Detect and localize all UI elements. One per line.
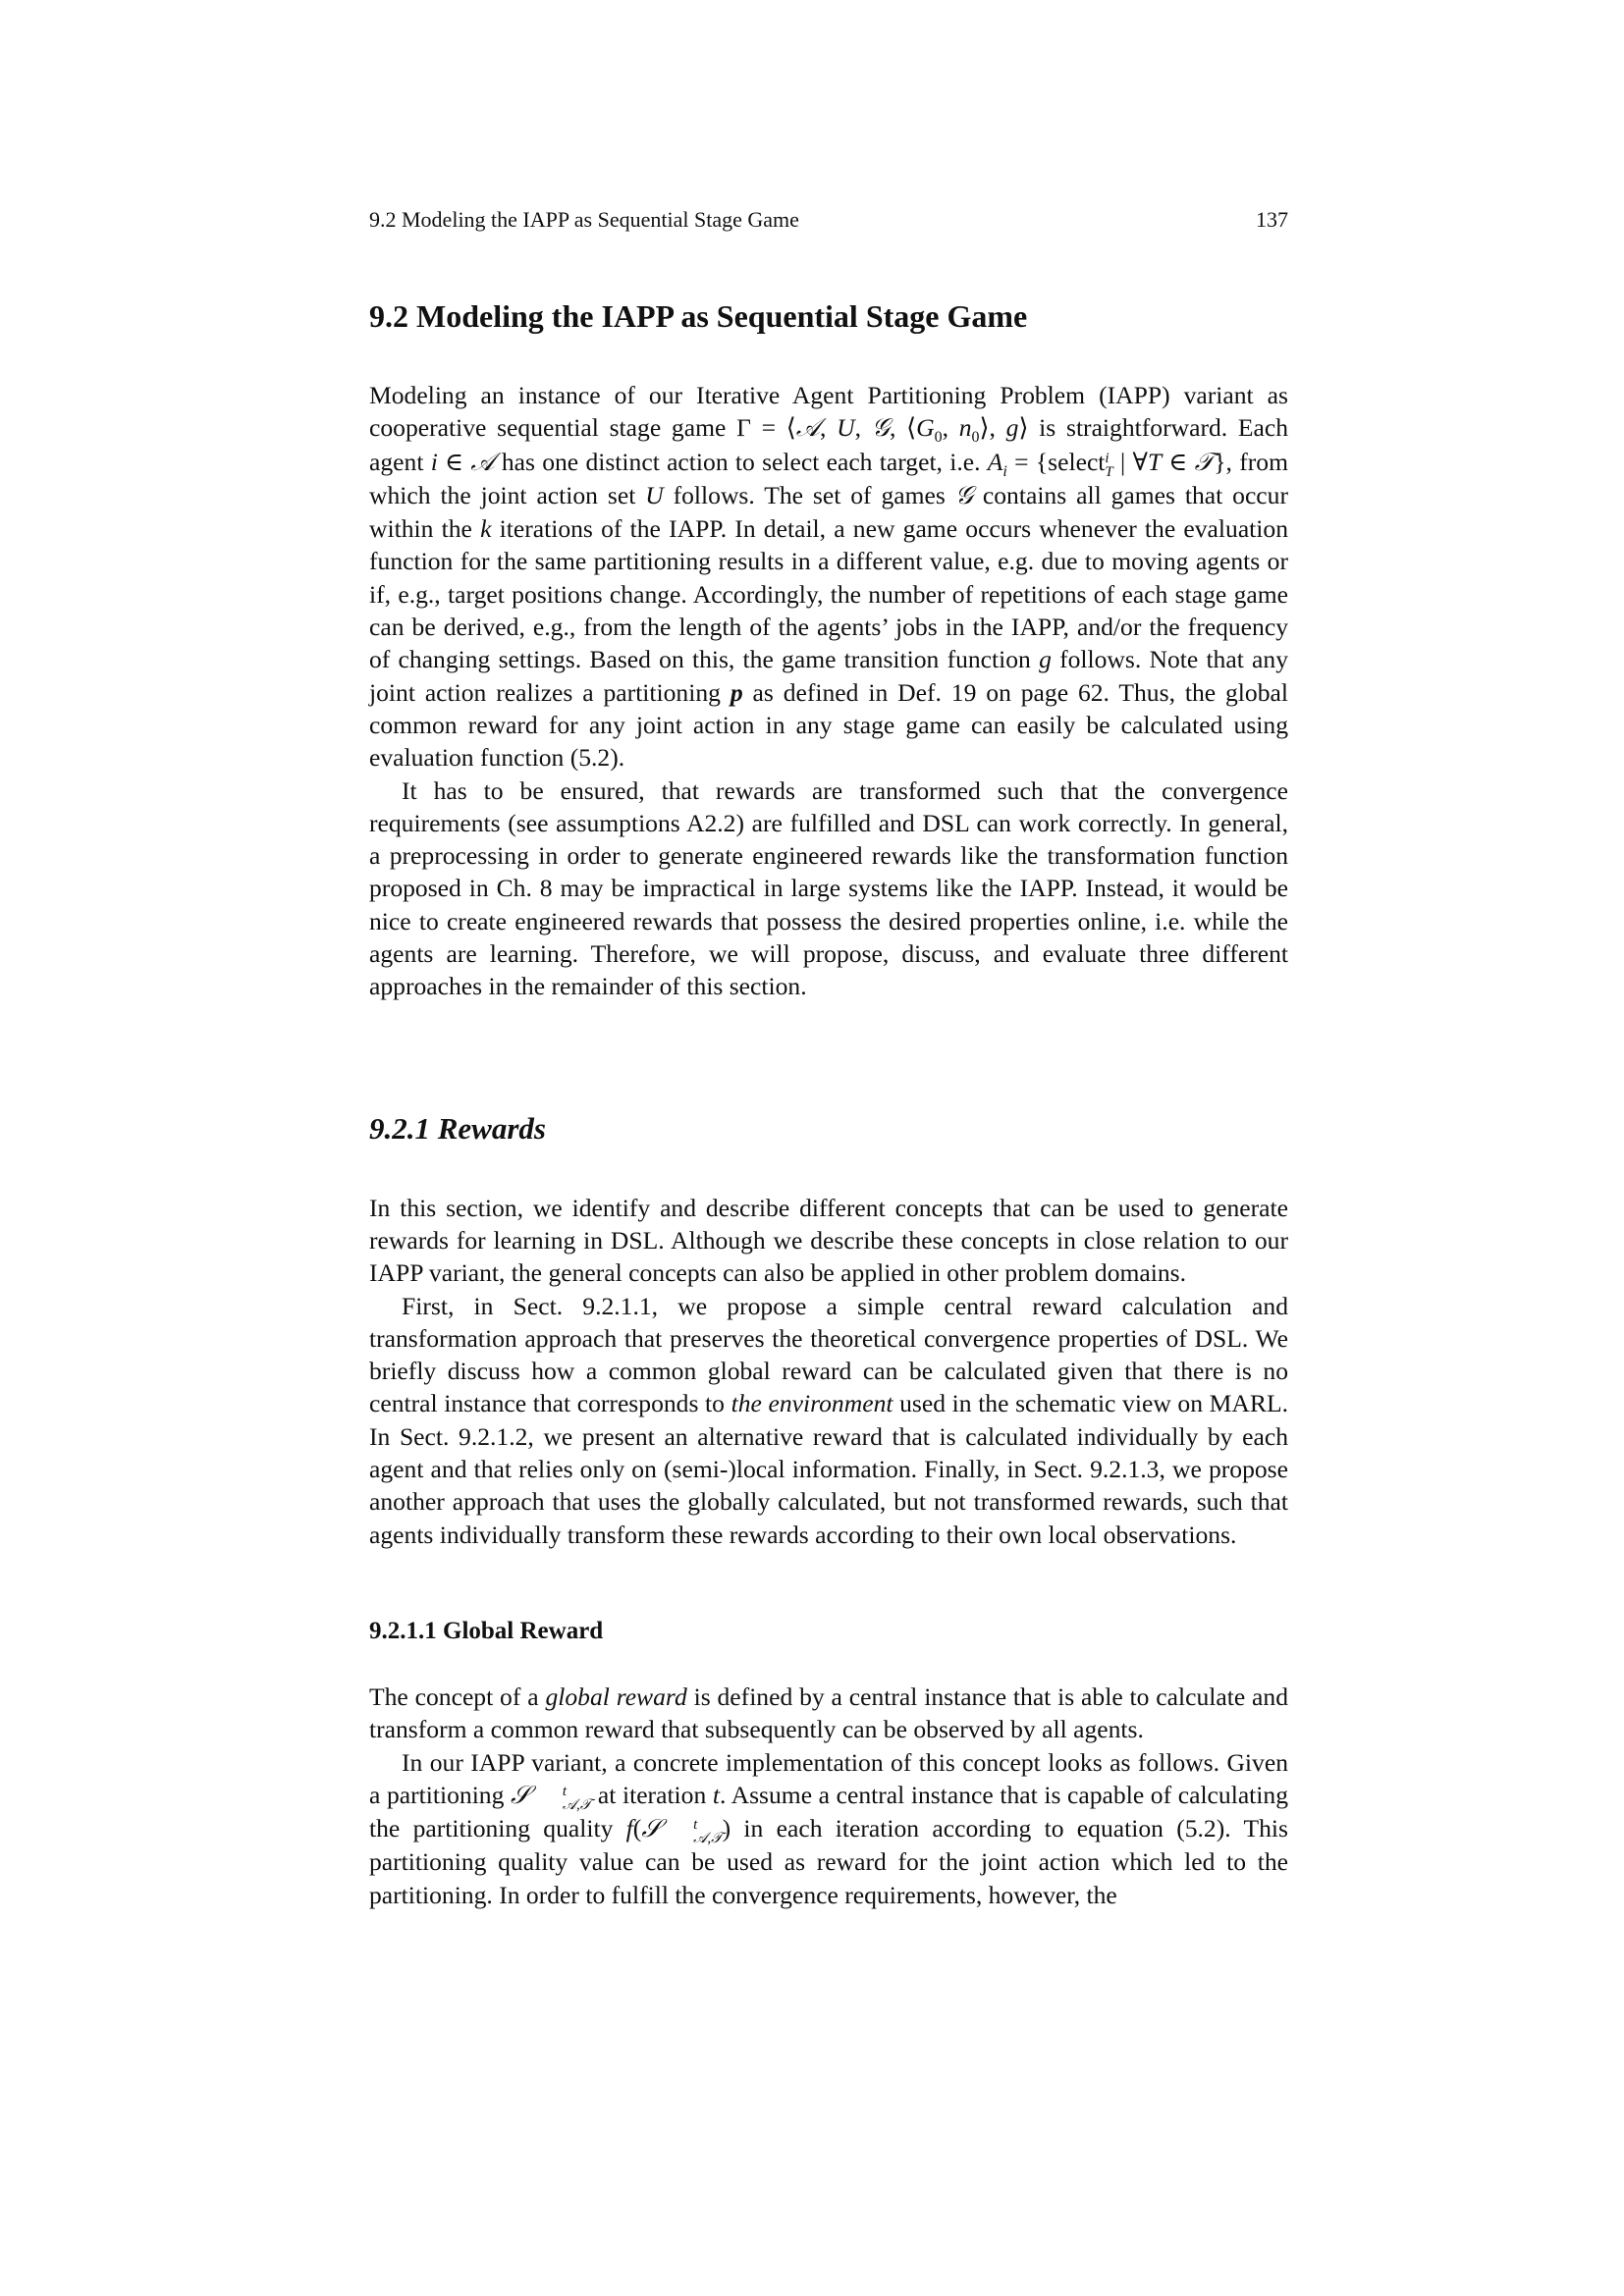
section-heading: 9.2 Modeling the IAPP as Sequential Stage Game [369,298,1028,334]
subsubsection-paragraph-2: In our IAPP variant, a concrete implementation of this concept looks as follows. Given a partitioning 𝒮 t 𝒜,𝒯 at iteration t. Assume a central instance that is capable of calculating the partitioning quality f(𝒮 t 𝒜,𝒯 ) in each iteration according to equation (5.2). This partitioning quality value can be used as reward for the joint action which led to the partitioning. In order to fulfill the convergence requirements, however, the [369,1747,1288,1909]
subsection-paragraph-1: In this section, we identify and describe different concepts that can be used to generate rewards for learning in DSL. Although we describe these concepts in close relation to our IAPP variant, the general concepts can also be applied in other problem domains. [369,1193,1288,1288]
page-number: 137 [1256,207,1288,232]
running-head [369,206,1288,234]
running-title: 9.2 Modeling the IAPP as Sequential Stage Game [369,207,799,232]
subsubsection-paragraph-1: The concept of a global reward is defined by a central instance that is able to calculate and transform a common reward that subsequently can be observed by all agents. [369,1682,1288,1744]
section-paragraph-2: It has to be ensured, that rewards are transformed such that the convergence requirements (see assumptions A2.2) are fulfilled and DSL can work correctly. In general, a preprocessing in order to generate engineered rewards like the transformation function proposed in Ch. 8 may be impractical in large systems like the IAPP. Instead, it would be nice to create engineered rewards that possess the desired properties online, i.e. while the agents are learning. Therefore, we will propose, discuss, and evaluate three different approaches in the remainder of this section. [369,775,1288,1001]
section-paragraph-1: Modeling an instance of our Iterative Agent Partitioning Problem (IAPP) variant as cooperative sequential stage game Γ = ⟨𝒜, U, 𝒢, $⟨G_0$, $n_0⟩$, g⟩ is straightforward. Each agent i ∈ 𝒜 has one distinct action to select each target, i.e. $A_i$ = {select i T | ∀T ∈ 𝒯}, from which the joint action set U follows. The set of games 𝒢 contains all games that occur within the k iterations of the IAPP. In detail, a new game occurs whenever the evaluation function for the same partitioning results in a different value, e.g. due to moving agents or if, e.g., target positions change. Accordingly, the number of repetitions of each stage game can be derived, e.g., from the length of the agents’ jobs in the IAPP, and/or the frequency of changing settings. Based on this, the game transition function g follows. Note that any joint action realizes a partitioning p as defined in Def. 19 on page 62. Thus, the global common reward for any joint action in any stage game can easily be calculated using evaluation function (5.2). [369,381,1289,773]
subsubsection-heading: 9.2.1.1 Global Reward [369,1617,604,1644]
subsection-paragraph-2: First, in Sect. 9.2.1.1, we propose a simple central reward calculation and transformation approach that preserves the theoretical convergence properties of DSL. We briefly discuss how a common global reward can be calculated given that there is no central instance that corresponds to the environment used in the schematic view on MARL. In Sect. 9.2.1.2, we present an alternative reward that is calculated individually by each agent and that relies only on (semi-)local information. Finally, in Sect. 9.2.1.3, we propose another approach that uses the globally calculated, but not transformed rewards, such that agents individually transform these rewards according to their own local observations. [369,1291,1288,1549]
subsection-heading: 9.2.1 Rewards [369,1110,546,1146]
paper-page [369,206,1288,1911]
